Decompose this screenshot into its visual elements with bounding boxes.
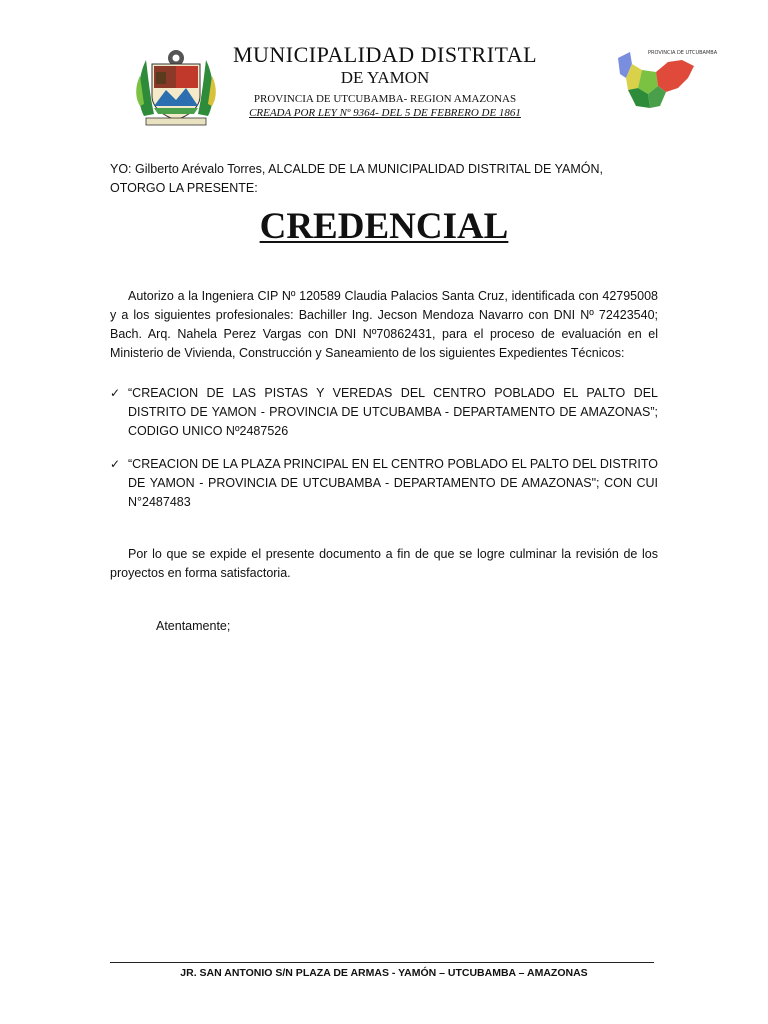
list-item-text: “CREACION DE LAS PISTAS Y VEREDAS DEL CENTRO POBLADO EL PALTO DEL DISTRITO DE YAMON - PROVINCIA DE UTCUBAMBA - DEPARTAMENTO DE AMAZONAS”; CODIGO UNICO Nº2487526 (128, 386, 658, 438)
law-line: CREADA POR LEY Nº 9364- DEL 5 DE FEBRERO DE 1861 (249, 107, 521, 119)
checkmark-icon: ✓ (110, 457, 121, 471)
list-item-text: “CREACION DE LA PLAZA PRINCIPAL EN EL CENTRO POBLADO EL PALTO DEL DISTRITO DE YAMON - PROVINCIA DE UTCUBAMBA - DEPARTAMENTO DE AMAZONAS"; CON CUI N°2487483 (128, 457, 658, 509)
map-label: PROVINCIA DE UTCUBAMBA (648, 50, 718, 56)
list-item (110, 455, 658, 512)
list-item (110, 384, 658, 441)
closing-salutation: Atentamente; (156, 619, 231, 633)
footer-address: JR. SAN ANTONIO S/N PLAZA DE ARMAS - YAMÓN – UTCUBAMBA – AMAZONAS (180, 967, 588, 979)
checkmark-icon: ✓ (110, 386, 121, 400)
municipality-subtitle: DE YAMON (340, 68, 430, 87)
municipality-title: MUNICIPALIDAD DISTRITAL (232, 42, 538, 67)
province-line: PROVINCIA DE UTCUBAMBA- REGION AMAZONAS (253, 93, 517, 105)
purpose-paragraph: Por lo que se expide el presente documento a fin de que se logre culminar la revisión de los proyectos en forma satisfactoria. (110, 547, 658, 580)
letterhead (210, 42, 560, 120)
document-title-text: CREDENCIAL (259, 206, 509, 247)
footer-divider (110, 962, 654, 963)
authorization-paragraph: Autorizo a la Ingeniera CIP Nº 120589 Claudia Palacios Santa Cruz, identificada con 42795008 y a los siguientes profesionales: Bachiller Ing. Jecson Mendoza Navarro con DNI Nº 72423540; Bach. Arq. Nahela Perez Vargas con DNI Nº70862431, para el proceso de evaluación en el Ministerio de Vivienda, Construcción y Saneamiento de los siguientes Expedientes Técnicos: (110, 289, 658, 360)
intro-statement: YO: Gilberto Arévalo Torres, ALCALDE DE LA MUNICIPALIDAD DISTRITAL DE YAMÓN, OTORGO LA PRESENTE: (110, 162, 603, 195)
municipal-crest-icon (132, 46, 220, 128)
document-title (0, 200, 768, 254)
province-map-icon (612, 48, 718, 114)
